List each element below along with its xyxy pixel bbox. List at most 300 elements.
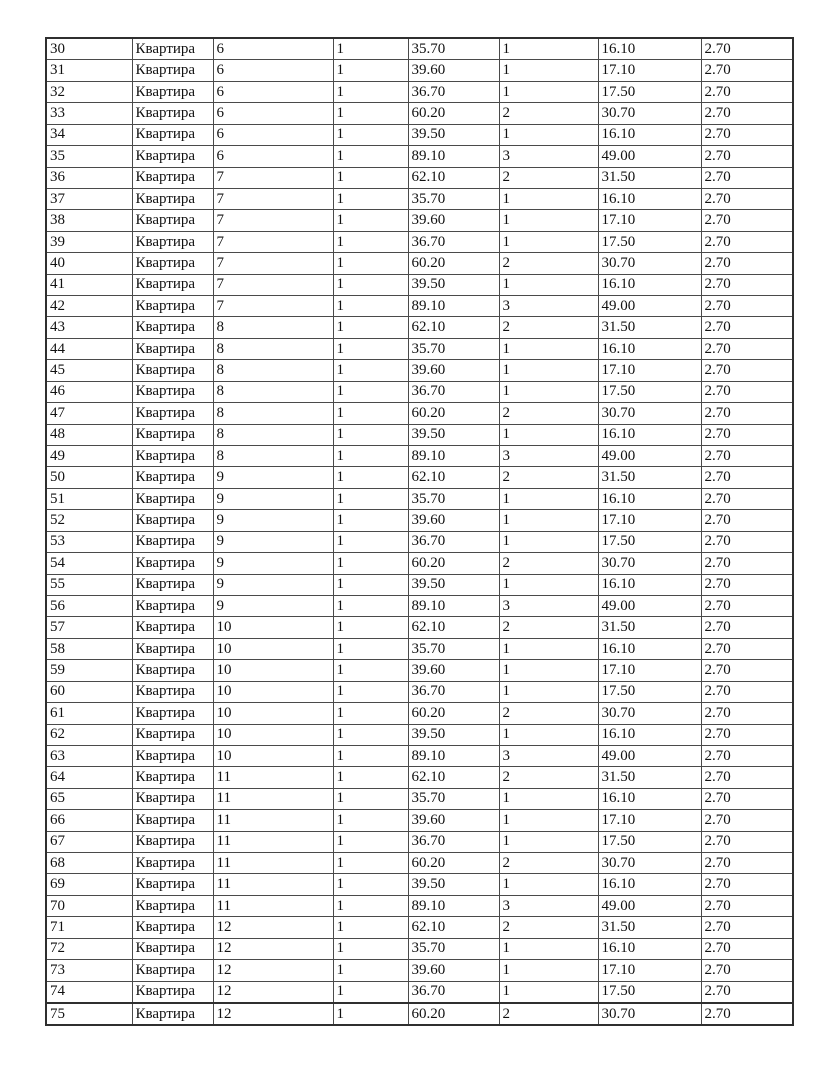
cell-area-total: 39.60 xyxy=(408,960,499,981)
cell-ceiling-height: 2.70 xyxy=(701,360,793,381)
table-row xyxy=(46,274,793,295)
cell-area-total: 35.70 xyxy=(408,188,499,209)
cell-area-total: 60.20 xyxy=(408,253,499,274)
cell-ceiling-height: 2.70 xyxy=(701,681,793,702)
cell-ceiling-height: 2.70 xyxy=(701,981,793,1003)
cell-row-number: 47 xyxy=(46,403,132,424)
cell-ceiling-height: 2.70 xyxy=(701,38,793,60)
cell-area-total: 89.10 xyxy=(408,446,499,467)
table-row xyxy=(46,595,793,616)
cell-object-type: Квартира xyxy=(132,574,213,595)
cell-object-type: Квартира xyxy=(132,446,213,467)
cell-floor: 10 xyxy=(213,745,333,766)
cell-room-count: 3 xyxy=(499,296,598,317)
cell-floor: 9 xyxy=(213,488,333,509)
cell-ceiling-height: 2.70 xyxy=(701,853,793,874)
table-row xyxy=(46,960,793,981)
cell-floor: 11 xyxy=(213,895,333,916)
cell-area-living: 16.10 xyxy=(598,124,701,145)
cell-section: 1 xyxy=(333,360,408,381)
cell-room-count: 2 xyxy=(499,703,598,724)
cell-area-living: 49.00 xyxy=(598,446,701,467)
cell-room-count: 1 xyxy=(499,960,598,981)
cell-area-living: 31.50 xyxy=(598,317,701,338)
cell-object-type: Квартира xyxy=(132,60,213,81)
cell-area-living: 16.10 xyxy=(598,274,701,295)
cell-object-type: Квартира xyxy=(132,231,213,252)
cell-object-type: Квартира xyxy=(132,853,213,874)
cell-area-living: 17.10 xyxy=(598,60,701,81)
cell-object-type: Квартира xyxy=(132,638,213,659)
cell-row-number: 70 xyxy=(46,895,132,916)
table-row xyxy=(46,296,793,317)
cell-room-count: 1 xyxy=(499,510,598,531)
cell-area-living: 16.10 xyxy=(598,488,701,509)
cell-ceiling-height: 2.70 xyxy=(701,381,793,402)
cell-area-total: 39.50 xyxy=(408,274,499,295)
cell-area-living: 17.50 xyxy=(598,381,701,402)
cell-section: 1 xyxy=(333,467,408,488)
table-row xyxy=(46,81,793,102)
cell-area-total: 36.70 xyxy=(408,381,499,402)
cell-area-total: 39.50 xyxy=(408,874,499,895)
cell-room-count: 1 xyxy=(499,788,598,809)
cell-room-count: 1 xyxy=(499,638,598,659)
cell-floor: 7 xyxy=(213,253,333,274)
cell-area-total: 62.10 xyxy=(408,767,499,788)
table-row xyxy=(46,317,793,338)
cell-ceiling-height: 2.70 xyxy=(701,188,793,209)
cell-ceiling-height: 2.70 xyxy=(701,874,793,895)
cell-room-count: 3 xyxy=(499,895,598,916)
cell-row-number: 52 xyxy=(46,510,132,531)
cell-section: 1 xyxy=(333,745,408,766)
cell-row-number: 51 xyxy=(46,488,132,509)
cell-ceiling-height: 2.70 xyxy=(701,446,793,467)
cell-row-number: 68 xyxy=(46,853,132,874)
cell-room-count: 1 xyxy=(499,874,598,895)
cell-area-total: 36.70 xyxy=(408,681,499,702)
cell-floor: 7 xyxy=(213,231,333,252)
cell-object-type: Квартира xyxy=(132,488,213,509)
cell-floor: 7 xyxy=(213,188,333,209)
cell-ceiling-height: 2.70 xyxy=(701,831,793,852)
cell-section: 1 xyxy=(333,381,408,402)
cell-section: 1 xyxy=(333,253,408,274)
cell-floor: 6 xyxy=(213,103,333,124)
cell-room-count: 1 xyxy=(499,574,598,595)
cell-floor: 8 xyxy=(213,446,333,467)
cell-section: 1 xyxy=(333,917,408,938)
cell-object-type: Квартира xyxy=(132,317,213,338)
cell-row-number: 34 xyxy=(46,124,132,145)
cell-ceiling-height: 2.70 xyxy=(701,574,793,595)
cell-room-count: 1 xyxy=(499,981,598,1003)
table-row xyxy=(46,60,793,81)
cell-area-living: 30.70 xyxy=(598,103,701,124)
cell-area-living: 17.50 xyxy=(598,981,701,1003)
cell-area-living: 17.50 xyxy=(598,531,701,552)
cell-floor: 11 xyxy=(213,831,333,852)
cell-area-total: 39.60 xyxy=(408,660,499,681)
cell-area-living: 49.00 xyxy=(598,146,701,167)
cell-area-total: 39.60 xyxy=(408,360,499,381)
cell-room-count: 2 xyxy=(499,317,598,338)
cell-floor: 6 xyxy=(213,60,333,81)
table-row xyxy=(46,981,793,1003)
table-row xyxy=(46,38,793,60)
table-row xyxy=(46,253,793,274)
cell-object-type: Квартира xyxy=(132,767,213,788)
cell-area-living: 17.50 xyxy=(598,231,701,252)
cell-area-living: 16.10 xyxy=(598,338,701,359)
cell-area-total: 39.50 xyxy=(408,724,499,745)
cell-object-type: Квартира xyxy=(132,510,213,531)
cell-area-living: 31.50 xyxy=(598,917,701,938)
cell-object-type: Квартира xyxy=(132,124,213,145)
cell-area-total: 60.20 xyxy=(408,403,499,424)
cell-floor: 6 xyxy=(213,124,333,145)
cell-row-number: 46 xyxy=(46,381,132,402)
cell-section: 1 xyxy=(333,981,408,1003)
cell-ceiling-height: 2.70 xyxy=(701,810,793,831)
cell-object-type: Квартира xyxy=(132,917,213,938)
cell-row-number: 37 xyxy=(46,188,132,209)
cell-section: 1 xyxy=(333,788,408,809)
table-row xyxy=(46,167,793,188)
cell-area-total: 36.70 xyxy=(408,231,499,252)
cell-floor: 9 xyxy=(213,574,333,595)
cell-room-count: 1 xyxy=(499,188,598,209)
cell-room-count: 1 xyxy=(499,60,598,81)
cell-ceiling-height: 2.70 xyxy=(701,745,793,766)
cell-row-number: 72 xyxy=(46,938,132,959)
cell-row-number: 35 xyxy=(46,146,132,167)
cell-room-count: 2 xyxy=(499,103,598,124)
cell-ceiling-height: 2.70 xyxy=(701,296,793,317)
cell-room-count: 1 xyxy=(499,660,598,681)
cell-section: 1 xyxy=(333,531,408,552)
table-row xyxy=(46,724,793,745)
cell-row-number: 32 xyxy=(46,81,132,102)
cell-floor: 6 xyxy=(213,38,333,60)
table-row xyxy=(46,553,793,574)
table-row xyxy=(46,703,793,724)
cell-ceiling-height: 2.70 xyxy=(701,638,793,659)
cell-row-number: 48 xyxy=(46,424,132,445)
cell-area-total: 39.50 xyxy=(408,124,499,145)
cell-object-type: Квартира xyxy=(132,553,213,574)
cell-floor: 7 xyxy=(213,274,333,295)
cell-ceiling-height: 2.70 xyxy=(701,424,793,445)
cell-row-number: 43 xyxy=(46,317,132,338)
cell-room-count: 2 xyxy=(499,853,598,874)
cell-object-type: Квартира xyxy=(132,810,213,831)
cell-area-total: 62.10 xyxy=(408,317,499,338)
cell-room-count: 1 xyxy=(499,531,598,552)
cell-section: 1 xyxy=(333,617,408,638)
cell-section: 1 xyxy=(333,638,408,659)
cell-section: 1 xyxy=(333,703,408,724)
cell-area-living: 31.50 xyxy=(598,617,701,638)
cell-area-living: 16.10 xyxy=(598,874,701,895)
cell-section: 1 xyxy=(333,1003,408,1025)
table-row xyxy=(46,338,793,359)
cell-room-count: 3 xyxy=(499,446,598,467)
apartments-table-body xyxy=(46,38,793,1025)
cell-area-living: 16.10 xyxy=(598,424,701,445)
table-row xyxy=(46,210,793,231)
cell-area-living: 17.50 xyxy=(598,81,701,102)
cell-area-total: 39.50 xyxy=(408,574,499,595)
cell-room-count: 3 xyxy=(499,745,598,766)
table-row xyxy=(46,103,793,124)
table-row xyxy=(46,788,793,809)
cell-area-living: 30.70 xyxy=(598,1003,701,1025)
cell-row-number: 60 xyxy=(46,681,132,702)
cell-section: 1 xyxy=(333,767,408,788)
cell-row-number: 31 xyxy=(46,60,132,81)
cell-object-type: Квартира xyxy=(132,703,213,724)
cell-section: 1 xyxy=(333,124,408,145)
cell-section: 1 xyxy=(333,317,408,338)
cell-floor: 11 xyxy=(213,788,333,809)
cell-room-count: 1 xyxy=(499,810,598,831)
cell-row-number: 69 xyxy=(46,874,132,895)
cell-ceiling-height: 2.70 xyxy=(701,274,793,295)
cell-area-total: 60.20 xyxy=(408,703,499,724)
table-row xyxy=(46,745,793,766)
cell-object-type: Квартира xyxy=(132,895,213,916)
cell-floor: 10 xyxy=(213,724,333,745)
cell-row-number: 56 xyxy=(46,595,132,616)
table-row xyxy=(46,510,793,531)
cell-object-type: Квартира xyxy=(132,681,213,702)
cell-ceiling-height: 2.70 xyxy=(701,253,793,274)
cell-floor: 12 xyxy=(213,938,333,959)
cell-floor: 12 xyxy=(213,1003,333,1025)
cell-ceiling-height: 2.70 xyxy=(701,231,793,252)
cell-floor: 11 xyxy=(213,810,333,831)
cell-ceiling-height: 2.70 xyxy=(701,938,793,959)
cell-area-living: 30.70 xyxy=(598,253,701,274)
cell-area-total: 62.10 xyxy=(408,467,499,488)
cell-row-number: 44 xyxy=(46,338,132,359)
cell-ceiling-height: 2.70 xyxy=(701,317,793,338)
table-row xyxy=(46,767,793,788)
cell-floor: 7 xyxy=(213,296,333,317)
cell-object-type: Квартира xyxy=(132,360,213,381)
cell-room-count: 1 xyxy=(499,424,598,445)
cell-ceiling-height: 2.70 xyxy=(701,103,793,124)
cell-area-total: 35.70 xyxy=(408,638,499,659)
cell-section: 1 xyxy=(333,188,408,209)
cell-row-number: 50 xyxy=(46,467,132,488)
cell-floor: 9 xyxy=(213,595,333,616)
cell-ceiling-height: 2.70 xyxy=(701,660,793,681)
cell-area-total: 89.10 xyxy=(408,745,499,766)
table-row xyxy=(46,403,793,424)
cell-room-count: 2 xyxy=(499,403,598,424)
cell-area-living: 16.10 xyxy=(598,788,701,809)
cell-section: 1 xyxy=(333,895,408,916)
cell-object-type: Квартира xyxy=(132,103,213,124)
cell-row-number: 57 xyxy=(46,617,132,638)
cell-row-number: 62 xyxy=(46,724,132,745)
cell-room-count: 2 xyxy=(499,167,598,188)
table-row xyxy=(46,124,793,145)
cell-section: 1 xyxy=(333,960,408,981)
cell-section: 1 xyxy=(333,660,408,681)
cell-room-count: 1 xyxy=(499,831,598,852)
cell-floor: 8 xyxy=(213,338,333,359)
cell-row-number: 66 xyxy=(46,810,132,831)
cell-object-type: Квартира xyxy=(132,724,213,745)
cell-object-type: Квартира xyxy=(132,788,213,809)
table-row xyxy=(46,424,793,445)
cell-ceiling-height: 2.70 xyxy=(701,617,793,638)
table-row xyxy=(46,1003,793,1025)
cell-section: 1 xyxy=(333,446,408,467)
cell-ceiling-height: 2.70 xyxy=(701,124,793,145)
cell-area-total: 36.70 xyxy=(408,981,499,1003)
cell-ceiling-height: 2.70 xyxy=(701,467,793,488)
cell-area-living: 31.50 xyxy=(598,167,701,188)
cell-area-living: 16.10 xyxy=(598,638,701,659)
cell-object-type: Квартира xyxy=(132,938,213,959)
cell-section: 1 xyxy=(333,210,408,231)
cell-floor: 10 xyxy=(213,703,333,724)
cell-area-total: 35.70 xyxy=(408,938,499,959)
table-row xyxy=(46,446,793,467)
cell-ceiling-height: 2.70 xyxy=(701,488,793,509)
cell-area-total: 60.20 xyxy=(408,553,499,574)
cell-object-type: Квартира xyxy=(132,381,213,402)
cell-room-count: 2 xyxy=(499,553,598,574)
table-row xyxy=(46,617,793,638)
cell-row-number: 73 xyxy=(46,960,132,981)
cell-area-living: 17.10 xyxy=(598,810,701,831)
cell-object-type: Квартира xyxy=(132,617,213,638)
cell-section: 1 xyxy=(333,146,408,167)
cell-area-total: 62.10 xyxy=(408,167,499,188)
cell-ceiling-height: 2.70 xyxy=(701,531,793,552)
cell-object-type: Квартира xyxy=(132,467,213,488)
cell-floor: 9 xyxy=(213,553,333,574)
cell-ceiling-height: 2.70 xyxy=(701,595,793,616)
cell-room-count: 1 xyxy=(499,724,598,745)
cell-area-total: 35.70 xyxy=(408,488,499,509)
table-row xyxy=(46,895,793,916)
cell-floor: 8 xyxy=(213,403,333,424)
cell-row-number: 65 xyxy=(46,788,132,809)
cell-ceiling-height: 2.70 xyxy=(701,167,793,188)
cell-area-total: 39.60 xyxy=(408,210,499,231)
cell-floor: 12 xyxy=(213,981,333,1003)
cell-floor: 10 xyxy=(213,681,333,702)
cell-area-living: 31.50 xyxy=(598,467,701,488)
table-row xyxy=(46,381,793,402)
cell-object-type: Квартира xyxy=(132,167,213,188)
cell-row-number: 58 xyxy=(46,638,132,659)
table-row xyxy=(46,660,793,681)
cell-row-number: 54 xyxy=(46,553,132,574)
cell-section: 1 xyxy=(333,167,408,188)
cell-floor: 8 xyxy=(213,360,333,381)
cell-row-number: 49 xyxy=(46,446,132,467)
cell-floor: 8 xyxy=(213,424,333,445)
cell-room-count: 2 xyxy=(499,617,598,638)
cell-area-living: 16.10 xyxy=(598,724,701,745)
table-row xyxy=(46,360,793,381)
cell-room-count: 1 xyxy=(499,938,598,959)
cell-floor: 8 xyxy=(213,317,333,338)
cell-ceiling-height: 2.70 xyxy=(701,960,793,981)
cell-area-total: 35.70 xyxy=(408,38,499,60)
cell-object-type: Квартира xyxy=(132,338,213,359)
table-row xyxy=(46,531,793,552)
cell-area-total: 89.10 xyxy=(408,296,499,317)
cell-section: 1 xyxy=(333,938,408,959)
cell-area-total: 60.20 xyxy=(408,103,499,124)
cell-ceiling-height: 2.70 xyxy=(701,917,793,938)
cell-ceiling-height: 2.70 xyxy=(701,724,793,745)
cell-object-type: Квартира xyxy=(132,38,213,60)
cell-area-living: 17.50 xyxy=(598,681,701,702)
cell-row-number: 38 xyxy=(46,210,132,231)
cell-floor: 6 xyxy=(213,146,333,167)
cell-ceiling-height: 2.70 xyxy=(701,1003,793,1025)
cell-row-number: 75 xyxy=(46,1003,132,1025)
cell-ceiling-height: 2.70 xyxy=(701,210,793,231)
cell-object-type: Квартира xyxy=(132,874,213,895)
cell-object-type: Квартира xyxy=(132,745,213,766)
cell-row-number: 74 xyxy=(46,981,132,1003)
cell-room-count: 2 xyxy=(499,467,598,488)
cell-floor: 10 xyxy=(213,617,333,638)
cell-floor: 9 xyxy=(213,510,333,531)
cell-area-total: 62.10 xyxy=(408,917,499,938)
cell-area-total: 39.60 xyxy=(408,510,499,531)
cell-section: 1 xyxy=(333,488,408,509)
cell-room-count: 1 xyxy=(499,38,598,60)
cell-section: 1 xyxy=(333,574,408,595)
cell-room-count: 1 xyxy=(499,124,598,145)
cell-area-living: 16.10 xyxy=(598,188,701,209)
cell-object-type: Квартира xyxy=(132,595,213,616)
cell-ceiling-height: 2.70 xyxy=(701,403,793,424)
cell-area-living: 17.10 xyxy=(598,960,701,981)
cell-object-type: Квартира xyxy=(132,253,213,274)
cell-floor: 11 xyxy=(213,767,333,788)
cell-section: 1 xyxy=(333,103,408,124)
table-row xyxy=(46,681,793,702)
cell-area-total: 89.10 xyxy=(408,146,499,167)
cell-section: 1 xyxy=(333,510,408,531)
cell-area-total: 39.60 xyxy=(408,810,499,831)
cell-row-number: 61 xyxy=(46,703,132,724)
cell-area-living: 16.10 xyxy=(598,38,701,60)
table-row xyxy=(46,188,793,209)
cell-ceiling-height: 2.70 xyxy=(701,146,793,167)
cell-area-living: 17.10 xyxy=(598,660,701,681)
cell-area-living: 30.70 xyxy=(598,853,701,874)
cell-area-living: 30.70 xyxy=(598,553,701,574)
cell-area-total: 89.10 xyxy=(408,595,499,616)
cell-ceiling-height: 2.70 xyxy=(701,895,793,916)
cell-area-total: 35.70 xyxy=(408,788,499,809)
table-row xyxy=(46,488,793,509)
